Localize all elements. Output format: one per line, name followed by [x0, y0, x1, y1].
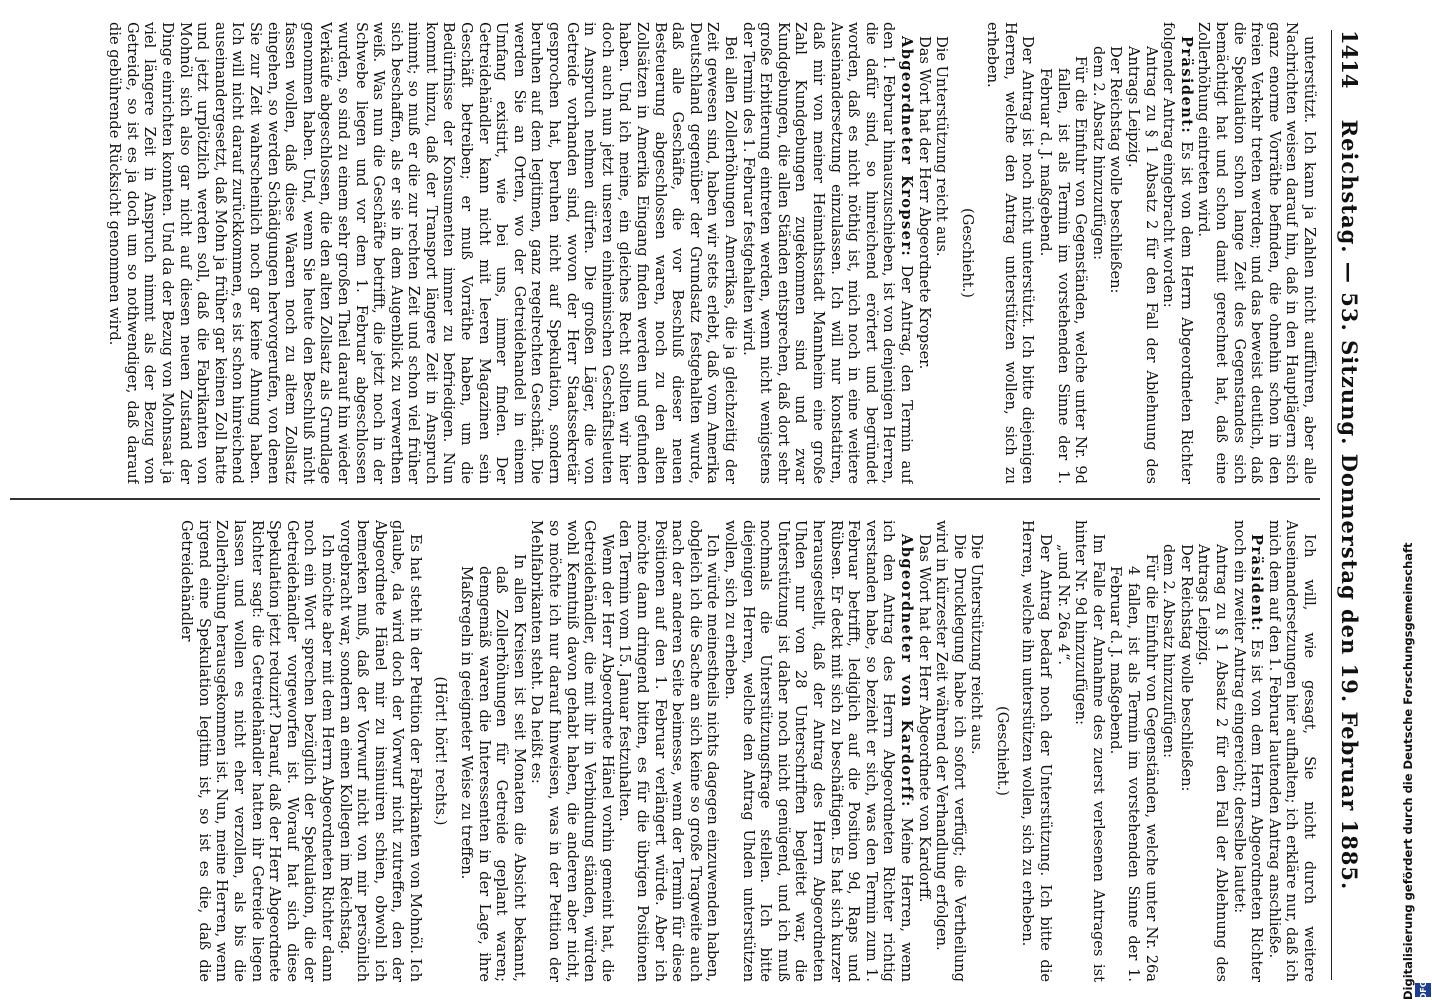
- paragraph: Der Reichstag wolle beschließen:: [1177, 544, 1195, 792]
- paragraph: „und Nr. 26a 4“.: [1054, 544, 1072, 666]
- paragraph: Im Falle der Annahme des zuerst verlesenen Antrages ist hinter Nr. 9d hinzuzufügen:: [1072, 520, 1107, 982]
- paragraph: In allen Kreisen ist seit Monaten die Absicht bekannt, daß Zollerhöhungen für Getreide geplant waren; demgemäß waren die Interessenten in der Lage, ihre Maßregeln in geeigneter Weise zu treffen.: [458, 554, 528, 982]
- paragraph: Das Wort hat der Herr Abgeordnete von Kardorff.: [915, 534, 933, 903]
- paragraph: Die Unterstützung reicht aus.: [968, 534, 986, 755]
- header-title: Reichstag. — 53. Sitzung. Donnerstag den 19. Februar 1885.: [1337, 119, 1362, 891]
- page-header: [1331, 30, 1366, 980]
- paragraph: dem 2. Absatz hinzuzufügen:: [1089, 46, 1107, 261]
- paragraph: Bei allen Zollerhöhungen Amerikas, die ja gleichzeitig der Zeit gewesen sind, haben wir stets erlebt, daß vom Amerika Deutschland gegenüber der Grundsatz festgehalten wurde, daß alle Geschäfte, die vor Beschluß dieser neuen Besteuerung abgeschlossen waren, noch zu den alten Zollsätzen in Amerika Eingang finden werden und gefunden haben. Und ich meine, ein gleiches Recht sollten wir hier doch auch nun jetzt unseren einheimischen Geschäftsleuten in Anspruch nehmen dürfen. Die großen Läger, die von Getreide vorhanden sind, wovon der Herr Staatssekretär gesprochen hat, beruhen nicht auf Spekulation, sondern beruhen auf dem legitimen, ganz regelrechten Geschäft. Die werden Sie an Orten, wo der Getreidehandel in einem Umfang existirt, wie bei uns, immer finden. Der Getreidehändler kann nicht mit leeren Magazinen sein Geschäft betreiben; er muß Vorräthe haben, um die Bedürfnisse der Konsumenten immer zu befriedigen. Nun kommt hinzu, daß der Transport längere Zeit in Anspruch nimmt; so muß er die zur rechten Zeit und schon viel früher sich beschaffen, als er sie in dem Augenblick zu verwerthen weiß. Was nun die Geschäfte betrifft, die jetzt noch in der Schwebe liegen und vor dem 1. Februar abgeschlossen wurden, so sind zu einem sehr großen Theil darauf hin wieder Verkäufe abgeschlossen, die den alten Zollsatz als Grundlage genommen haben. Und, wenn Sie heute den Beschluß nicht fassen wollen, daß diese Waaren noch zu altem Zollsatz eingehen, so werden Schädigungen hervorgerufen, von denen Sie zur Zeit wahrscheinlich noch gar keine Ahnung haben. Ich will nicht darauf zurückkommen, es ist schon hinreichend auseinandergesetzt, daß Mohn ja früher gar keinen Zoll hatte und jetzt urplötzlich werden soll, daß die Fabrikanten von Mohnöl sich also gar nicht auf diesen neuen Zustand der Dinge einrichten konnten. Und da der Bezug von Mohnsaat ja viel längere Zeit in Anspruch nimmt als der Bezug von Getreide, so ist es ja doch um so nothwendiger, daß darauf die gebührende Rücksicht genommen wird.: [106, 22, 739, 484]
- speech-text: Der Antrag, den Termin auf den 1. Februar hinauszuschieben, ist von denjenigen Herren, die dafür sind, so hinreichend erörtert und begründet worden, daß es nicht nöthig ist, mich noch in eine weitere Auseinandersetzung einzulassen. Ich will nur konstatiren, daß mir von meiner Heimathsstadt Mannheim eine große Zahl Kundgebungen zugekommen sind und zwar Kundgebungen, die allen Ständen entsprechen, daß dort sehr große Erbitterung eintreten werden, wenn nicht wenigstens der Termin des 1. Februar festgehalten wird.: [739, 22, 915, 484]
- speech-text: Meine Herren, wenn ich den Antrag des Herrn Abgeordneten Richter richtig verstanden habe, so bezieht er sich, was den Termin zum 1. Februar betrifft, lediglich auf die Position 9d, Raps und Rübsen. Er deckt mit sich zu beschäftigen. Es hat sich kurzer herausgestellt, daß der Antrag des Herrn Abgeordneten Uhden nur von 28 Unterschriften begleitet war, die Unterstützung ist daher noch nicht genügend, und ich muß nochmals die Unterstützungsfrage stellen. Ich bitte diejenigen Herren, welche den Antrag Uhden unterstützen wollen, sich zu erheben.: [722, 520, 915, 982]
- speaker-paragraph: [721, 520, 915, 982]
- stage-direction: (Geschieht.): [993, 706, 1011, 796]
- speech-text: Es ist von dem Herrn Abgeordneten Richter folgender Antrag eingebracht worden:: [1160, 22, 1195, 484]
- speaker-name: Abgeordneter Kropser:: [897, 36, 915, 258]
- paragraph: Der Reichstag wolle beschließen:: [1107, 46, 1125, 294]
- speaker-paragraph: [1160, 22, 1195, 484]
- dfg-logo: DFG: [1415, 983, 1431, 997]
- left-column: [18, 22, 1318, 484]
- paragraph: Der Antrag bedarf noch der Unterstützung. Ich bitte die Herren, welche ihn unterstützen wollen, sich zu erheben.: [1019, 520, 1055, 982]
- speaker-name: Präsident:: [1248, 534, 1266, 633]
- stage-direction: (Hört! hört! rechts.): [432, 676, 450, 826]
- speech-text: Es ist von dem Herrn Abgeordneten Richter noch ein zweiter Antrag eingereicht; derselbe lautet:: [1230, 520, 1266, 982]
- paragraph: Antrag zu § 1 Absatz 2 für den Fall der Ablehnung des Antrags Leipzig.: [1195, 544, 1231, 982]
- paragraph: Ich will, wie gesagt, Sie nicht durch weitere Auseinandersetzungen hier aufhalten; ich erkläre nur, daß ich mich dem auf den 1. Februar lautenden Antrag anschließe.: [1265, 520, 1318, 982]
- paragraph: Die Unterstützung reicht aus.: [933, 36, 951, 257]
- column-divider: [10, 498, 1320, 500]
- stage-direction: (Geschieht.): [958, 208, 976, 298]
- speaker-paragraph: [1230, 520, 1265, 982]
- speaker-paragraph: [739, 22, 915, 484]
- paragraph: Wenn der Herr Abgeordnete Hänel vorhin gemeint hat, die Getreidehändler, die mit ihr in Verbindung ständen, würden wohl Kenntniß davon gehabt haben, die anderen aber nicht, so möchte ich nur darauf hinweisen, was in der Petition der Mehlfabrikanten steht. Da heißt es:: [528, 520, 616, 982]
- paragraph: unterstützt. Ich kann ja Zahlen nicht aufführen, aber alle Nachrichten weisen darauf hin, daß in den Hauptlägern sich ganz enorme Vorräthe befinden, die ohnehin schon in den freien Verkehr treten werden; und das beweist deutlich, daß die Spekulation schon lange Zeit des Gegenstandes sich bemächtigt hat und schon damit gerechnet hat, daß eine Zollerhöhung eintreten wird.: [1195, 22, 1318, 484]
- paragraph: dem 2. Absatz hinzuzufügen:: [1160, 544, 1178, 759]
- speaker-name: Abgeordneter von Kardorff:: [897, 534, 915, 808]
- paragraph: Antrag zu § 1 Absatz 2 für den Fall der Ablehnung des Antrags Leipzig.: [1125, 46, 1160, 484]
- paragraph: Ich würde meinestheils nichts dagegen einzuwenden haben, obgleich ich die Sache an sich keine so große Tragweite auch nach der anderen Seite beimesse, wenn der Termin für diese Positionen auf den 1. Februar verlängert würde. Aber ich möchte dann dringend bitten, es für die übrigen Positionen den Termin vom 15. Januar festzuhalten.: [616, 520, 722, 982]
- paragraph: Das Wort hat der Herr Abgeordnete Kropser.: [915, 36, 933, 370]
- paragraph: Es hat steht in der Petition der Fabrikanten von Mohnöl. Ich glaube, da wird doch der Vorwurf nicht zutreffen, den der Abgeordnete Hänel mir zu insinuiren schien, obwohl ich bemerken muß, daß der Vorwurf nicht von mir persönlich vorgebracht war, sondern an einen Kollegen im Reichstag.: [336, 520, 424, 982]
- paragraph: Für die Einfuhr von Gegenständen, welche unter Nr. 9d fallen, ist als Termin im vorstehenden Sinne der 1. Februar d. J. maßgebend.: [1037, 56, 1090, 484]
- paragraph: Der Antrag ist noch nicht unterstützt. Ich bitte diejenigen Herren, welche den Antrag unterstützen wollen, sich zu erheben.: [984, 22, 1037, 484]
- paragraph: Für die Einfuhr von Gegenständen, welche unter Nr. 26a 4 fallen, ist als Termin im vorstehenden Sinne der 1. Februar d. J. maßgebend.: [1107, 554, 1160, 982]
- speaker-name: Präsident:: [1177, 36, 1195, 135]
- page-number: 1414: [1337, 30, 1362, 89]
- paragraph: Die Drucklegung habe ich sofort verfügt; die Vertheilung wird in kürzester Zeit während der Verhandlung erfolgen.: [933, 520, 968, 982]
- right-column: [18, 520, 1318, 982]
- digitization-credit: Digitalisierung gefördert durch die Deutsche Forschungsgemeinschaft: [1401, 542, 1415, 1000]
- paragraph: Ich möchte aber mit dem Herrn Abgeordneten Richter dann noch ein Wort sprechen bezüglich der Spekulation, die der Getreidehändler vorgeworfen ist. Worauf hat sich diese Spekulation jetzt reduzirt? Darauf, daß der Herr Abgeordnete Richter sagt: die Getreidehändler hatten ihr Getreide liegen lassen und wollen es nicht eher verzollen, als bis die Zollerhöhung herausgekommen ist. Nun, meine Herren, wenn irgend eine Spekulation legitim ist, so ist es die, daß die Getreidehändler: [178, 520, 336, 982]
